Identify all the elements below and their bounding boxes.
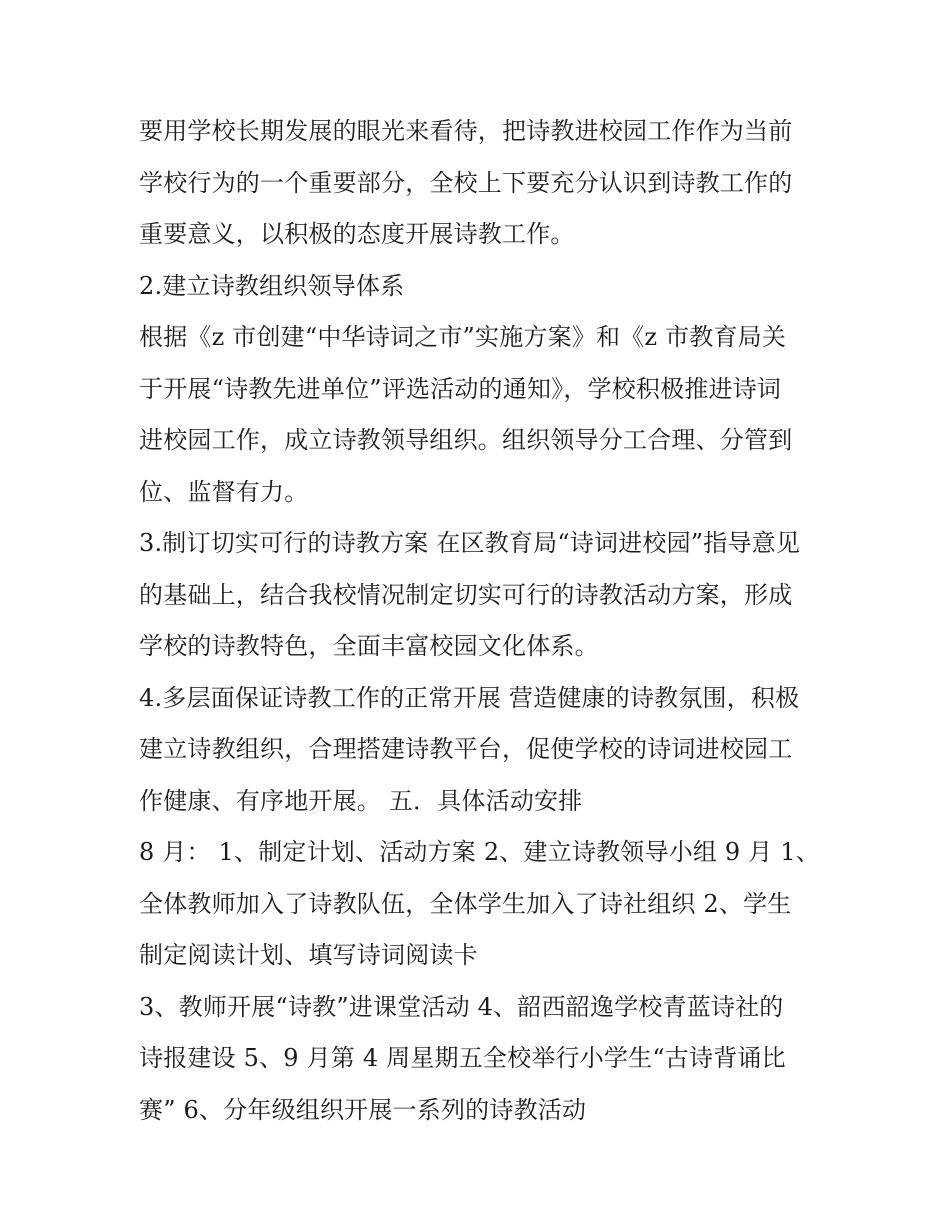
section-heading-3: 3.制订切实可行的诗教方案 在区教育局“诗词进校园”指导意见 bbox=[139, 529, 801, 557]
schedule-line: 赛” 6、分年级组织开展一系列的诗教活动 bbox=[139, 1095, 587, 1124]
text-line: 位、监督有力。 bbox=[139, 477, 309, 506]
schedule-line: 全体教师加入了诗教队伍，全体学生加入了诗社组织 2、学生 bbox=[139, 889, 792, 918]
text-line: 学校行为的一个重要部分，全校上下要充分认识到诗教工作的 bbox=[139, 168, 793, 197]
text-line: 进校园工作，成立诗教领导组织。组织领导分工合理、分管到 bbox=[139, 426, 793, 454]
text-line: 建立诗教组织，合理搭建诗教平台，促使学校的诗词进校园工 bbox=[139, 735, 793, 763]
text-line: 要用学校长期发展的眼光来看待，把诗教进校园工作作为当前 bbox=[139, 117, 793, 145]
schedule-line: 8 月： 1、制定计划、活动方案 2、建立诗教领导小组 9 月 1、 bbox=[139, 838, 820, 866]
section-heading-2: 2.建立诗教组织领导体系 bbox=[139, 271, 405, 300]
text-line: 学校的诗教特色，全面丰富校园文化体系。 bbox=[139, 632, 599, 660]
schedule-line: 诗报建设 5、9 月第 4 周星期五全校举行小学生“古诗背诵比 bbox=[139, 1044, 786, 1072]
schedule-line: 3、教师开展“诗教”进课堂活动 4、韶西韶逸学校青蓝诗社的 bbox=[139, 992, 784, 1021]
text-line: 的基础上，结合我校情况制定切实可行的诗教活动方案，形成 bbox=[139, 580, 793, 609]
text-line: 根据《z 市创建“中华诗词之市”实施方案》和《z 市教育局关 bbox=[139, 323, 787, 351]
text-line: 于开展“诗教先进单位”评选活动的通知》，学校积极推进诗词 bbox=[139, 374, 782, 403]
text-line: 重要意义，以积极的态度开展诗教工作。 bbox=[139, 220, 575, 248]
section-heading-4: 4.多层面保证诗教工作的正常开展 营造健康的诗教氛围，积极 bbox=[139, 683, 800, 712]
text-line: 作健康、有序地开展。 五．具体活动安排 bbox=[139, 786, 583, 815]
schedule-line: 制定阅读计划、填写诗词阅读卡 bbox=[139, 941, 478, 969]
document-body bbox=[139, 106, 819, 1136]
